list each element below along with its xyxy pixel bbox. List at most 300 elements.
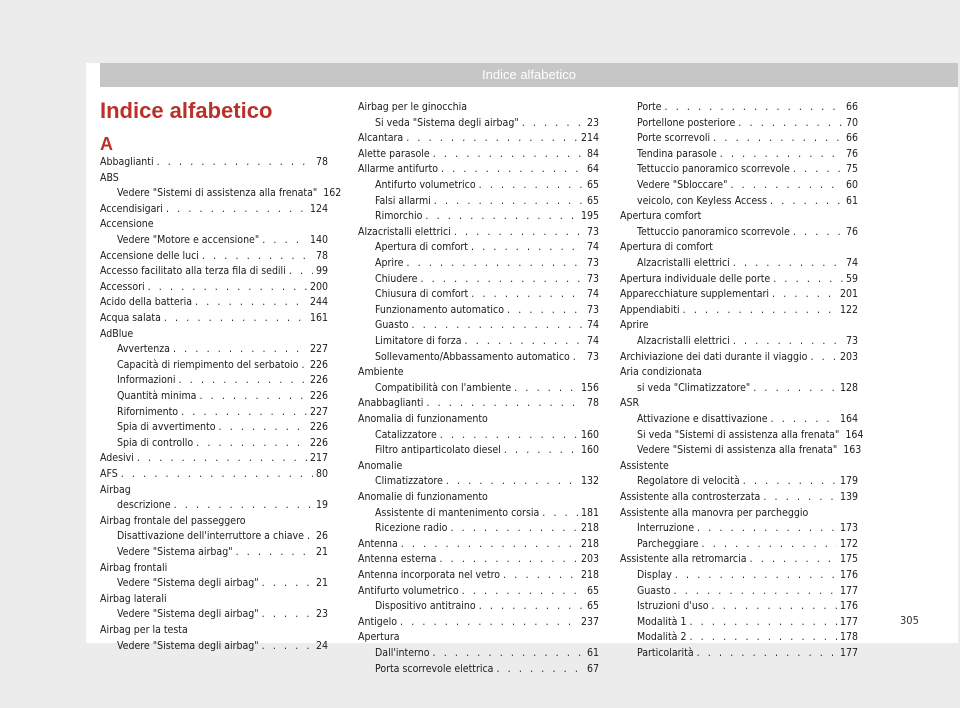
index-entry-label: si veda "Climatizzatore": [637, 381, 751, 394]
index-entry: [358, 397, 599, 410]
index-entry: [620, 428, 864, 442]
index-entry-label: Airbag per la testa: [100, 624, 188, 636]
index-entry-label: Aprire: [620, 319, 649, 332]
index-entry-label: Apertura di comfort: [620, 241, 713, 254]
index-entry-page: 218: [580, 537, 599, 550]
index-entry-page: 226: [309, 436, 328, 449]
index-entry-page: 84: [586, 147, 599, 160]
index-entry: [620, 413, 858, 426]
index-entry: [620, 179, 858, 192]
dot-leader: [441, 163, 584, 176]
index-entry-label: Aria condizionata: [620, 366, 702, 379]
index-entry-page: 61: [586, 647, 599, 659]
index-entry-label: Apertura comfort: [620, 210, 702, 223]
index-entry-page: 178: [839, 631, 858, 644]
index-entry: [620, 195, 858, 208]
index-entry-label: Alzacristalli elettrici: [358, 225, 451, 238]
index-entry-label: Alcantara: [358, 132, 404, 145]
index-entry-label: Vedere "Sistema degli airbag": [117, 577, 259, 590]
dot-leader: [406, 132, 578, 145]
index-entry-label: AdBlue: [100, 327, 134, 340]
index-entry-page: 218: [580, 522, 599, 535]
index-entry: [358, 600, 599, 613]
index-entry-label: descrizione: [117, 499, 171, 512]
index-entry: [100, 499, 328, 512]
index-entry: [100, 187, 342, 200]
section-letter: A: [100, 134, 113, 154]
index-entry-label: Porta scorrevole elettrica: [375, 662, 494, 675]
index-entry-label: Vedere "Sistemi di assistenza alla frenata": [637, 444, 838, 457]
index-entry: [620, 444, 862, 457]
index-entry-label: Archiviazione dei dati durante il viaggio: [620, 350, 808, 363]
index-entry: [620, 600, 858, 613]
index-entry-page: 74: [845, 257, 858, 269]
index-entry: [358, 257, 599, 270]
dot-leader: [479, 600, 584, 613]
index-entry-page: 162: [323, 187, 342, 200]
index-entry-page: 164: [839, 413, 858, 425]
index-entry-label: AFS: [100, 468, 118, 480]
index-entry-label: Ricezione radio: [375, 522, 448, 535]
index-entry-label: Alzacristalli elettrici: [637, 257, 730, 269]
dot-leader: [401, 538, 578, 551]
index-entry: [620, 241, 858, 254]
index-entry-label: Anomalie: [358, 459, 403, 472]
index-entry-page: 74: [586, 319, 599, 332]
dot-leader: [425, 210, 578, 223]
dot-leader: [697, 522, 837, 535]
index-entry-label: Si veda "Sistema degli airbag": [375, 116, 519, 129]
index-entry: [358, 522, 599, 535]
index-entry-label: Filtro antiparticolato diesel: [375, 444, 501, 457]
index-entry-label: Antifurto volumetrico: [375, 179, 476, 191]
index-entry-page: 23: [586, 116, 599, 129]
dot-leader: [199, 390, 307, 403]
dot-leader: [406, 257, 584, 270]
index-entry-label: Disattivazione dell'interruttore a chiave: [117, 530, 304, 543]
dot-leader: [196, 437, 307, 450]
index-entry: [100, 593, 328, 606]
index-entry: [358, 538, 599, 551]
index-entry: [100, 484, 328, 497]
index-entry: [620, 507, 858, 520]
index-entry: [100, 406, 328, 419]
index-entry: [100, 172, 328, 185]
index-entry-page: 78: [586, 397, 599, 410]
dot-leader: [219, 421, 307, 434]
index-entry: [620, 148, 858, 161]
index-entry-page: 214: [580, 132, 599, 145]
index-entry-label: Sollevamento/Abbassamento automatico: [375, 350, 570, 363]
index-entry: [358, 585, 599, 598]
index-entry: [358, 273, 599, 286]
index-entry-label: Guasto: [637, 584, 671, 597]
index-entry-label: Guasto: [375, 319, 409, 332]
index-entry: [358, 475, 599, 488]
index-entry-label: Airbag per le ginocchia: [358, 101, 468, 113]
index-entry-page: 19: [315, 499, 328, 512]
index-entry: [620, 631, 858, 644]
index-entry: [358, 631, 599, 644]
index-entry-page: 65: [586, 194, 599, 207]
index-entry: [358, 366, 599, 379]
index-entry-label: Anomalia di funzionamento: [358, 413, 488, 425]
index-entry-label: Assistente: [620, 459, 669, 472]
index-entry-label: veicolo, con Keyless Access: [637, 194, 768, 207]
dot-leader: [412, 319, 584, 332]
index-entry-label: Display: [637, 569, 672, 581]
index-entry-page: 65: [586, 600, 599, 613]
index-entry: [620, 538, 858, 551]
dot-leader: [771, 413, 837, 426]
index-entry-page: 172: [839, 537, 858, 550]
index-entry-label: ABS: [100, 171, 119, 184]
index-entry: [620, 210, 858, 223]
index-entry-page: 160: [580, 428, 599, 441]
index-entry: [100, 640, 328, 653]
running-header-title: Indice alfabetico: [482, 67, 576, 82]
index-entry: [100, 546, 328, 559]
index-entry-label: Vedere "Sistema degli airbag": [117, 608, 259, 621]
dot-leader: [174, 499, 313, 512]
index-entry-page: 21: [315, 577, 328, 590]
dot-leader: [465, 335, 584, 348]
index-entry-label: Apertura: [358, 631, 400, 644]
index-entry-page: 200: [309, 280, 328, 293]
dot-leader: [496, 663, 583, 676]
dot-leader: [522, 117, 584, 130]
index-entry: [358, 460, 599, 473]
index-entry-page: 70: [845, 116, 858, 129]
page-title: Indice alfabetico: [100, 98, 273, 123]
index-entry-label: Accensione: [100, 218, 154, 231]
dot-leader: [770, 195, 843, 208]
index-entry-label: Catalizzatore: [375, 428, 437, 441]
index-entry-label: Informazioni: [117, 374, 176, 387]
index-entry-label: Limitatore di forza: [375, 335, 462, 347]
index-entry-page: 59: [845, 272, 858, 285]
index-entry: [620, 335, 858, 348]
index-entry-label: Spia di controllo: [117, 436, 194, 449]
index-entry: [100, 452, 328, 465]
index-entry-page: 67: [586, 662, 599, 675]
index-entry-label: Parcheggiare: [637, 537, 699, 550]
dot-leader: [420, 273, 583, 286]
index-entry-label: ASR: [620, 397, 640, 410]
index-entry-page: 73: [845, 335, 858, 347]
index-entry: [620, 647, 858, 660]
index-entry-page: 177: [839, 647, 858, 659]
index-entry-page: 179: [839, 475, 858, 488]
index-entry: [620, 475, 858, 488]
index-entry: [620, 616, 858, 629]
index-entry: [620, 101, 858, 114]
index-entry: [620, 288, 858, 301]
index-entry: [100, 359, 328, 372]
dot-leader: [400, 616, 578, 629]
dot-leader: [793, 163, 843, 176]
dot-leader: [446, 475, 578, 488]
index-entry: [358, 117, 599, 130]
index-entry-label: Anomalie di funzionamento: [358, 491, 488, 503]
index-entry: [620, 397, 858, 410]
index-entry: [358, 226, 599, 239]
index-entry-page: 73: [586, 225, 599, 238]
index-entry-page: 78: [315, 249, 328, 262]
index-entry-page: 66: [845, 132, 858, 145]
index-entry-page: 156: [580, 381, 599, 394]
index-entry-label: Airbag frontale del passeggero: [100, 514, 246, 527]
index-entry: [620, 382, 858, 395]
index-entry: [358, 241, 599, 254]
index-entry-label: Accendisigari: [100, 202, 163, 215]
index-entry: [100, 312, 328, 325]
index-entry-label: Ambiente: [358, 366, 404, 379]
dot-leader: [514, 382, 578, 395]
index-entry: [358, 382, 599, 395]
index-entry-label: Adesivi: [100, 452, 134, 465]
dot-leader: [743, 475, 837, 488]
index-entry-page: 99: [315, 265, 328, 278]
index-entry-page: 21: [315, 546, 328, 558]
index-entry: [358, 507, 599, 520]
index-entry-page: 177: [839, 584, 858, 597]
dot-leader: [674, 585, 837, 598]
dot-leader: [181, 406, 307, 419]
dot-leader: [179, 374, 307, 387]
index-entry: [358, 569, 599, 582]
index-entry-page: 163: [843, 444, 862, 457]
index-entry-label: Tettuccio panoramico scorrevole: [637, 163, 790, 176]
dot-leader: [157, 156, 313, 169]
index-entry-label: Climatizzatore: [375, 475, 443, 488]
dot-leader: [720, 148, 843, 161]
index-entry-label: Compatibilità con l'ambiente: [375, 381, 512, 394]
index-entry-label: Accesso facilitato alla terza fila di sedili: [100, 265, 286, 278]
index-entry: [620, 366, 858, 379]
index-entry: [358, 647, 599, 660]
index-entry: [100, 562, 328, 575]
dot-leader: [665, 101, 843, 114]
dot-leader: [713, 132, 843, 145]
index-entry: [620, 257, 858, 270]
index-entry-page: 201: [839, 288, 858, 301]
index-entry: [100, 437, 328, 450]
index-entry: [358, 491, 599, 504]
index-entry: [620, 351, 858, 364]
index-entry: [358, 616, 599, 629]
index-entry: [358, 101, 599, 114]
index-entry-label: Appendiabiti: [620, 303, 680, 316]
index-entry-page: 217: [309, 452, 328, 465]
index-entry-label: Airbag frontali: [100, 561, 168, 574]
index-entry-label: Regolatore di velocità: [637, 475, 740, 488]
index-entry: [100, 608, 328, 621]
dot-leader: [542, 507, 578, 520]
index-entry-page: 74: [586, 288, 599, 301]
dot-leader: [689, 631, 837, 644]
index-entry-page: 61: [845, 194, 858, 207]
dot-leader: [697, 647, 837, 660]
index-entry-label: Abbaglianti: [100, 156, 154, 168]
index-entry-label: Particolarità: [637, 647, 694, 659]
dot-leader: [202, 250, 313, 263]
dot-leader: [702, 538, 837, 551]
index-entry: [100, 156, 328, 169]
dot-leader: [689, 616, 837, 629]
index-entry-page: 66: [845, 101, 858, 113]
dot-leader: [753, 382, 837, 395]
index-entry-label: Apertura di comfort: [375, 241, 468, 254]
running-header: [100, 63, 958, 87]
index-entry-page: 23: [315, 608, 328, 621]
index-entry-page: 176: [839, 600, 858, 613]
index-entry: [620, 304, 858, 317]
index-entry: [620, 132, 858, 145]
index-entry-page: 227: [309, 405, 328, 418]
index-entry-label: Vedere "Motore e accensione": [117, 234, 260, 246]
dot-leader: [733, 257, 843, 270]
dot-leader: [733, 335, 843, 348]
index-entry-label: Airbag: [100, 483, 131, 496]
index-entry-page: 60: [845, 179, 858, 191]
index-entry: [100, 421, 328, 434]
dot-leader: [738, 117, 843, 130]
index-entry-label: Tendina parasole: [637, 147, 717, 160]
dot-leader: [507, 304, 584, 317]
index-entry-page: 80: [315, 468, 328, 480]
index-entry: [358, 663, 599, 676]
index-entry-label: Accessori: [100, 280, 145, 293]
index-entry-page: 140: [309, 234, 328, 246]
index-entry-label: Accensione delle luci: [100, 249, 199, 262]
index-entry: [100, 328, 328, 341]
index-entry-label: Chiudere: [375, 272, 418, 285]
index-entry-label: Dall'interno: [375, 647, 430, 659]
index-entry-page: 73: [586, 350, 599, 363]
index-entry: [100, 343, 328, 356]
dot-leader: [573, 351, 584, 364]
index-entry-label: Acido della batteria: [100, 296, 193, 309]
dot-leader: [675, 569, 837, 582]
index-entry-label: Si veda "Sistemi di assistenza alla frenata": [637, 428, 840, 441]
index-entry-label: Assistente alla controsterzata: [620, 491, 761, 503]
index-entry-page: 203: [580, 553, 599, 566]
dot-leader: [793, 226, 843, 239]
index-entry-page: 164: [845, 428, 864, 441]
index-entry: [620, 163, 858, 176]
index-entry: [620, 569, 858, 582]
dot-leader: [730, 179, 843, 192]
index-entry-page: 237: [580, 615, 599, 628]
dot-leader: [148, 281, 307, 294]
index-entry-label: Apparecchiature supplementari: [620, 288, 769, 301]
index-entry-page: 195: [580, 210, 599, 223]
dot-leader: [433, 148, 584, 161]
index-entry-label: Rimorchio: [375, 210, 423, 223]
index-entry-label: Interruzione: [637, 522, 695, 535]
index-entry-label: Attivazione e disattivazione: [637, 413, 768, 425]
dot-leader: [750, 553, 837, 566]
index-entry-page: 218: [580, 569, 599, 581]
dot-leader: [454, 226, 584, 239]
index-entry-page: 64: [586, 163, 599, 176]
index-entry: [358, 335, 599, 348]
index-entry-label: Istruzioni d'uso: [637, 600, 709, 613]
index-entry: [358, 195, 599, 208]
index-entry: [100, 265, 328, 278]
index-entry-label: Modalità 1: [637, 615, 687, 628]
index-entry-page: 226: [309, 421, 328, 434]
index-entry-page: 132: [580, 475, 599, 488]
dot-leader: [262, 640, 313, 653]
index-entry-page: 124: [309, 202, 328, 215]
index-entry-label: Antenna esterna: [358, 553, 437, 566]
index-entry: [620, 117, 858, 130]
index-entry-label: Porte: [637, 101, 662, 113]
index-entry: [100, 203, 328, 216]
dot-leader: [236, 546, 313, 559]
dot-leader: [683, 304, 837, 317]
dot-leader: [166, 203, 307, 216]
index-entry-page: 76: [845, 225, 858, 238]
index-entry: [358, 179, 599, 192]
index-entry: [100, 296, 328, 309]
index-entry-label: Anabbaglianti: [358, 397, 424, 410]
index-entry-label: Assistente alla retromarcia: [620, 553, 747, 566]
index-entry: [620, 226, 858, 239]
dot-leader: [439, 553, 578, 566]
index-entry-page: 181: [580, 506, 599, 519]
index-entry-page: 78: [315, 156, 328, 168]
dot-leader: [462, 585, 584, 598]
index-entry-label: Assistente alla manovra per parcheggio: [620, 506, 809, 519]
page-number: 305: [900, 614, 919, 627]
index-entry-page: 161: [309, 312, 328, 324]
index-entry-page: 73: [586, 303, 599, 316]
dot-leader: [810, 351, 837, 364]
dot-leader: [434, 195, 584, 208]
index-entry: [100, 624, 328, 637]
index-entry: [620, 460, 858, 473]
index-entry-page: 65: [586, 179, 599, 191]
dot-leader: [479, 179, 584, 192]
index-entry-label: Portellone posteriore: [637, 116, 736, 129]
index-entry-label: Vedere "Sbloccare": [637, 179, 728, 191]
dot-leader: [307, 530, 313, 543]
index-entry: [358, 429, 599, 442]
index-entry-label: Vedere "Sistema airbag": [117, 546, 233, 558]
index-entry-page: 75: [845, 163, 858, 176]
dot-leader: [195, 296, 307, 309]
dot-leader: [772, 288, 837, 301]
index-entry: [620, 553, 858, 566]
index-entry: [100, 530, 328, 543]
index-entry-page: 76: [845, 147, 858, 160]
index-entry-label: Modalità 2: [637, 631, 687, 644]
index-entry-page: 203: [839, 350, 858, 363]
dot-leader: [262, 577, 313, 590]
dot-leader: [301, 359, 307, 372]
index-entry-label: Falsi allarmi: [375, 194, 431, 207]
index-entry-page: 26: [315, 530, 328, 543]
dot-leader: [173, 343, 307, 356]
dot-leader: [137, 452, 307, 465]
index-entry-page: 128: [839, 381, 858, 394]
index-entry-page: 73: [586, 257, 599, 269]
index-entry-label: Capacità di riempimento del serbatoio: [117, 358, 299, 371]
index-entry: [358, 304, 599, 317]
